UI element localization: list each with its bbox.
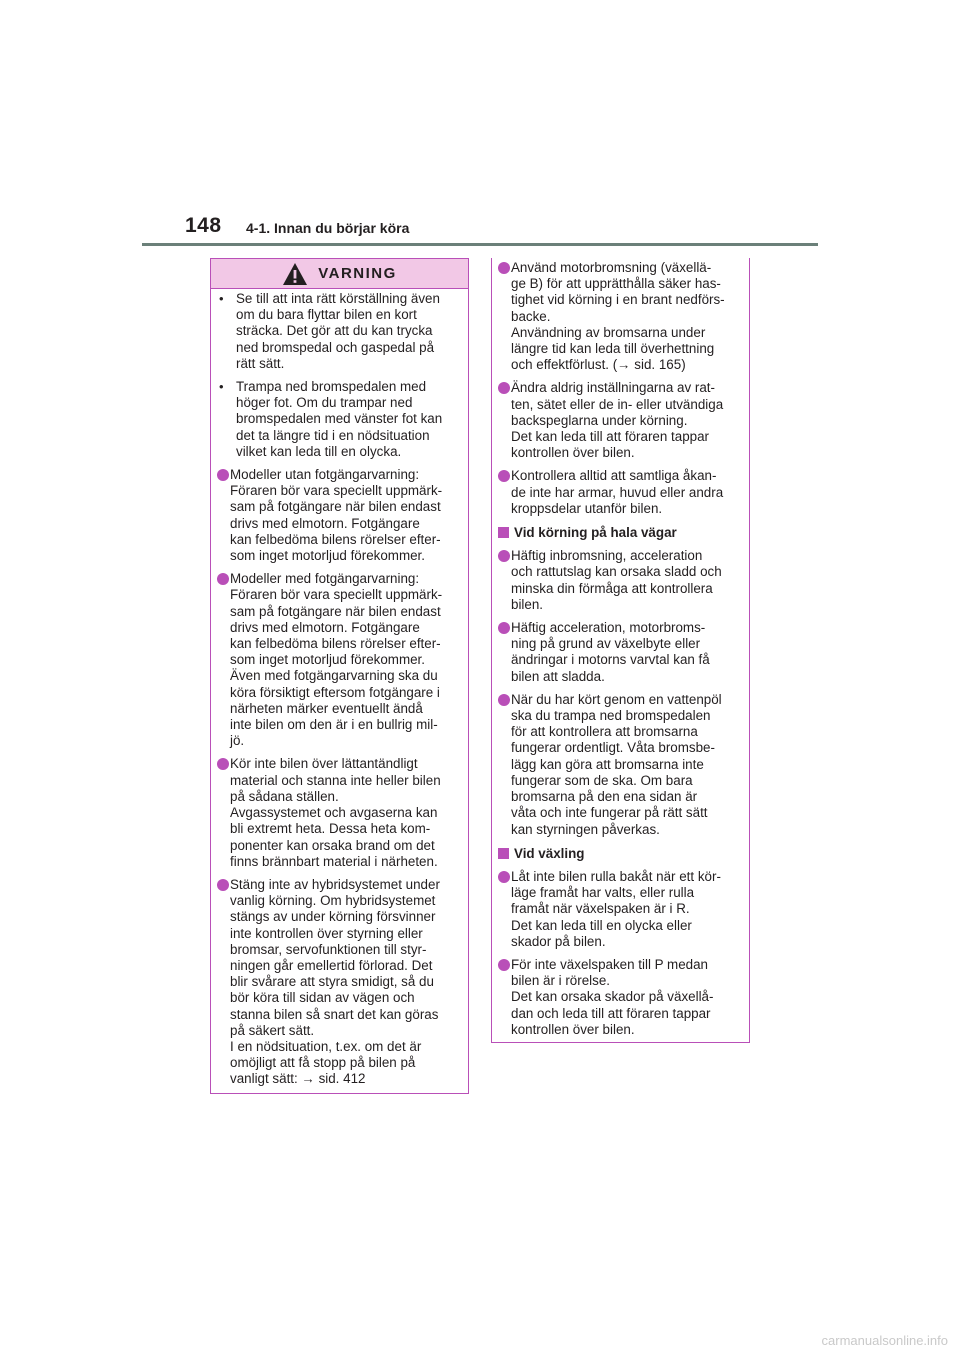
circle-bullet-icon	[498, 622, 510, 634]
list-item	[219, 756, 461, 869]
text-line: material och stanna inte heller bilen	[230, 772, 441, 788]
text-line: längre tid kan leda till överhettning	[511, 341, 715, 357]
warning-header	[211, 259, 468, 289]
text-line: skador på bilen.	[511, 933, 606, 949]
list-item	[500, 260, 742, 373]
text-line: drivs med elmotorn. Fotgängare	[230, 619, 420, 635]
text-line: lägg kan göra att bromsarna inte	[511, 756, 704, 772]
text-line: kan felbedöma bilens rörelser efter-	[230, 531, 441, 547]
text-line: Avgassystemet och avgaserna kan	[230, 805, 438, 821]
footer-brand: carmanualsonline.info	[821, 1333, 948, 1348]
list-item	[500, 380, 742, 461]
text-line: tighet vid körning i en brant nedförs-	[511, 292, 725, 308]
text-line: inte bilen om den är i en bullrig mil-	[230, 717, 438, 733]
text-line: sam på fotgängare när bilen endast	[230, 499, 441, 515]
bullet-item	[219, 291, 461, 372]
list-item	[500, 957, 742, 1038]
text-line: Använd motorbromsning (växellä-	[511, 260, 712, 275]
text-line: läge framåt har valts, eller rulla	[511, 885, 695, 901]
warning-box-right	[491, 258, 750, 1043]
list-item	[500, 869, 742, 950]
text-line: backspeglarna under körning.	[511, 412, 688, 428]
text-line: bilen att sladda.	[511, 668, 605, 684]
warning-triangle-icon	[282, 262, 308, 286]
text-line: För inte växelspaken till P medan	[511, 956, 708, 972]
text-line: dan och leda till att föraren tappar	[511, 1005, 711, 1021]
text-line: ändringar i motorns varvtal kan få	[511, 652, 710, 668]
square-bullet-icon	[498, 848, 509, 859]
text-line: fungerar som de ska. Om bara	[511, 772, 693, 788]
list-item	[219, 877, 461, 1088]
text-line: Kör inte bilen över lättantändligt	[230, 756, 418, 772]
text-line: sam på fotgängare när bilen endast	[230, 603, 441, 619]
text-line: sträcka. Det gör att du kan trycka	[236, 323, 433, 339]
text-line: höger fot. Om du trampar ned	[236, 395, 413, 411]
text-line: de inte har armar, huvud eller andra	[511, 484, 724, 500]
circle-bullet-icon	[498, 470, 510, 482]
text-line: bilen.	[511, 596, 544, 612]
text-line: kan felbedöma bilens rörelser efter-	[230, 636, 441, 652]
text-line: kontrollen över bilen.	[511, 445, 635, 461]
text-line: Vid körning på hala vägar	[514, 525, 677, 541]
circle-bullet-icon	[217, 879, 229, 891]
text-line: Föraren bör vara speciellt uppmärk-	[230, 587, 443, 603]
text-line: som inget motorljud förekommer.	[230, 652, 425, 668]
list-item	[500, 548, 742, 613]
text-line: blir svårare att styra smidigt, så du	[230, 974, 434, 990]
text-line: Modeller med fotgängarvarning:	[230, 571, 420, 587]
text-line: som inget motorljud förekommer.	[230, 548, 425, 564]
text-line: Det kan leda till en olycka eller	[511, 917, 692, 933]
text-line: I en nödsituation, t.ex. om det är	[230, 1038, 422, 1054]
text-line: Det kan orsaka skador på växellå-	[511, 989, 714, 1005]
text-line: ponenter kan orsaka brand om det	[230, 837, 435, 853]
text-line: och rattutslag kan orsaka sladd och	[511, 564, 722, 580]
subsection-heading	[500, 846, 742, 862]
text-line: Häftig inbromsning, acceleration	[511, 548, 703, 564]
text-line: framåt när växelspaken är i R.	[511, 901, 690, 917]
text-line: bromspedalen med vänster fot kan	[236, 411, 443, 427]
text-line: vanligt sätt: → sid. 412	[230, 1071, 366, 1087]
text-line: rätt sätt.	[236, 355, 285, 371]
text-line: jö.	[230, 733, 245, 749]
text-line: kontrollen över bilen.	[511, 1021, 635, 1037]
text-line: Låt inte bilen rulla bakåt när ett kör-	[511, 868, 721, 884]
text-line: Ändra aldrig inställningarna av rat-	[511, 380, 715, 396]
text-line: • Se till att inta rätt körställning även	[236, 291, 440, 306]
text-line: våta och inte fungerar på rätt sätt	[511, 805, 708, 821]
text-line: ten, sätet eller de in- eller utvändiga	[511, 396, 724, 412]
text-line: Kontrollera alltid att samtliga åkan-	[511, 468, 717, 484]
text-line: ningen går emellertid förlorad. Det	[230, 957, 433, 973]
bullet-item	[219, 379, 461, 460]
text-line: Vid växling	[514, 845, 585, 861]
circle-bullet-icon	[217, 469, 229, 481]
text-line: Användning av bromsarna under	[511, 324, 706, 340]
text-line: • Trampa ned bromspedalen med	[236, 379, 427, 395]
text-line: stängs av under körning försvinner	[230, 909, 436, 925]
text-line: fungerar ordentligt. Våta bromsbe-	[511, 740, 715, 756]
circle-bullet-icon	[498, 959, 510, 971]
warning-box-left	[210, 258, 469, 1094]
text-line: ned bromspedal och gaspedal på	[236, 339, 435, 355]
list-item	[219, 467, 461, 564]
text-line: stanna bilen så snart det kan göras	[230, 1006, 439, 1022]
list-item	[219, 571, 461, 749]
list-item	[500, 692, 742, 838]
circle-bullet-icon	[217, 758, 229, 770]
list-item	[500, 468, 742, 517]
page-header	[0, 0, 960, 250]
text-line: om du bara flyttar bilen en kort	[236, 307, 417, 323]
text-line: ska du trampa ned bromspedalen	[511, 708, 711, 724]
text-line: Även med fotgängarvarning ska du	[230, 668, 438, 684]
circle-bullet-icon	[498, 694, 510, 706]
text-line: Modeller utan fotgängarvarning:	[230, 467, 420, 483]
text-line: När du har kört genom en vattenpöl	[511, 691, 722, 707]
text-line: ning på grund av växelbyte eller	[511, 636, 701, 652]
header-rule	[142, 243, 818, 246]
text-line: bli extremt heta. Dessa heta kom-	[230, 821, 431, 837]
text-line: Det kan leda till att föraren tappar	[511, 429, 709, 445]
page-number: 148	[185, 214, 222, 237]
text-line: vilket kan leda till en olycka.	[236, 443, 402, 459]
text-line: omöjligt att få stopp på bilen på	[230, 1055, 416, 1071]
text-line: vanlig körning. Om hybridsystemet	[230, 893, 436, 909]
text-line: inte kontrollen över styrning eller	[230, 925, 423, 941]
text-line: drivs med elmotorn. Fotgängare	[230, 515, 420, 531]
text-line: ge B) för att upprätthålla säker has-	[511, 276, 721, 292]
circle-bullet-icon	[217, 573, 229, 585]
text-line: bromsarna på den ena sidan är	[511, 789, 698, 805]
text-line: finns brännbart material i närheten.	[230, 853, 438, 869]
text-line: närheten märker eventuellt ändå	[230, 700, 423, 716]
list-item	[500, 620, 742, 685]
circle-bullet-icon	[498, 262, 510, 274]
text-line: backe.	[511, 308, 551, 324]
section-title: 4-1. Innan du börjar köra	[246, 220, 410, 236]
text-line: bör köra till sidan av vägen och	[230, 990, 415, 1006]
text-line: och effektförlust. (→ sid. 165)	[511, 357, 686, 373]
warning-content-right	[492, 258, 749, 1038]
text-line: för att kontrollera att bromsarna	[511, 724, 698, 740]
text-line: det ta längre tid i en nödsituation	[236, 427, 430, 443]
text-line: bromsar, servofunktionen till styr-	[230, 941, 427, 957]
warning-title: VARNING	[318, 265, 397, 282]
subsection-heading	[500, 525, 742, 541]
text-line: minska din förmåga att kontrollera	[511, 580, 713, 596]
text-line: Stäng inte av hybridsystemet under	[230, 876, 440, 892]
text-line: på säkert sätt.	[230, 1022, 315, 1038]
text-line: kroppsdelar utanför bilen.	[511, 500, 663, 516]
text-line: Häftig acceleration, motorbroms-	[511, 620, 706, 636]
text-line: Föraren bör vara speciellt uppmärk-	[230, 483, 443, 499]
warning-content-left	[211, 289, 468, 1088]
text-line: kan styrningen påverkas.	[511, 821, 660, 837]
text-line: köra försiktigt eftersom fotgängare i	[230, 684, 440, 700]
text-line: på sådana ställen.	[230, 788, 339, 804]
circle-bullet-icon	[498, 382, 510, 394]
text-line: bilen är i rörelse.	[511, 973, 610, 989]
circle-bullet-icon	[498, 871, 510, 883]
square-bullet-icon	[498, 527, 509, 538]
circle-bullet-icon	[498, 550, 510, 562]
